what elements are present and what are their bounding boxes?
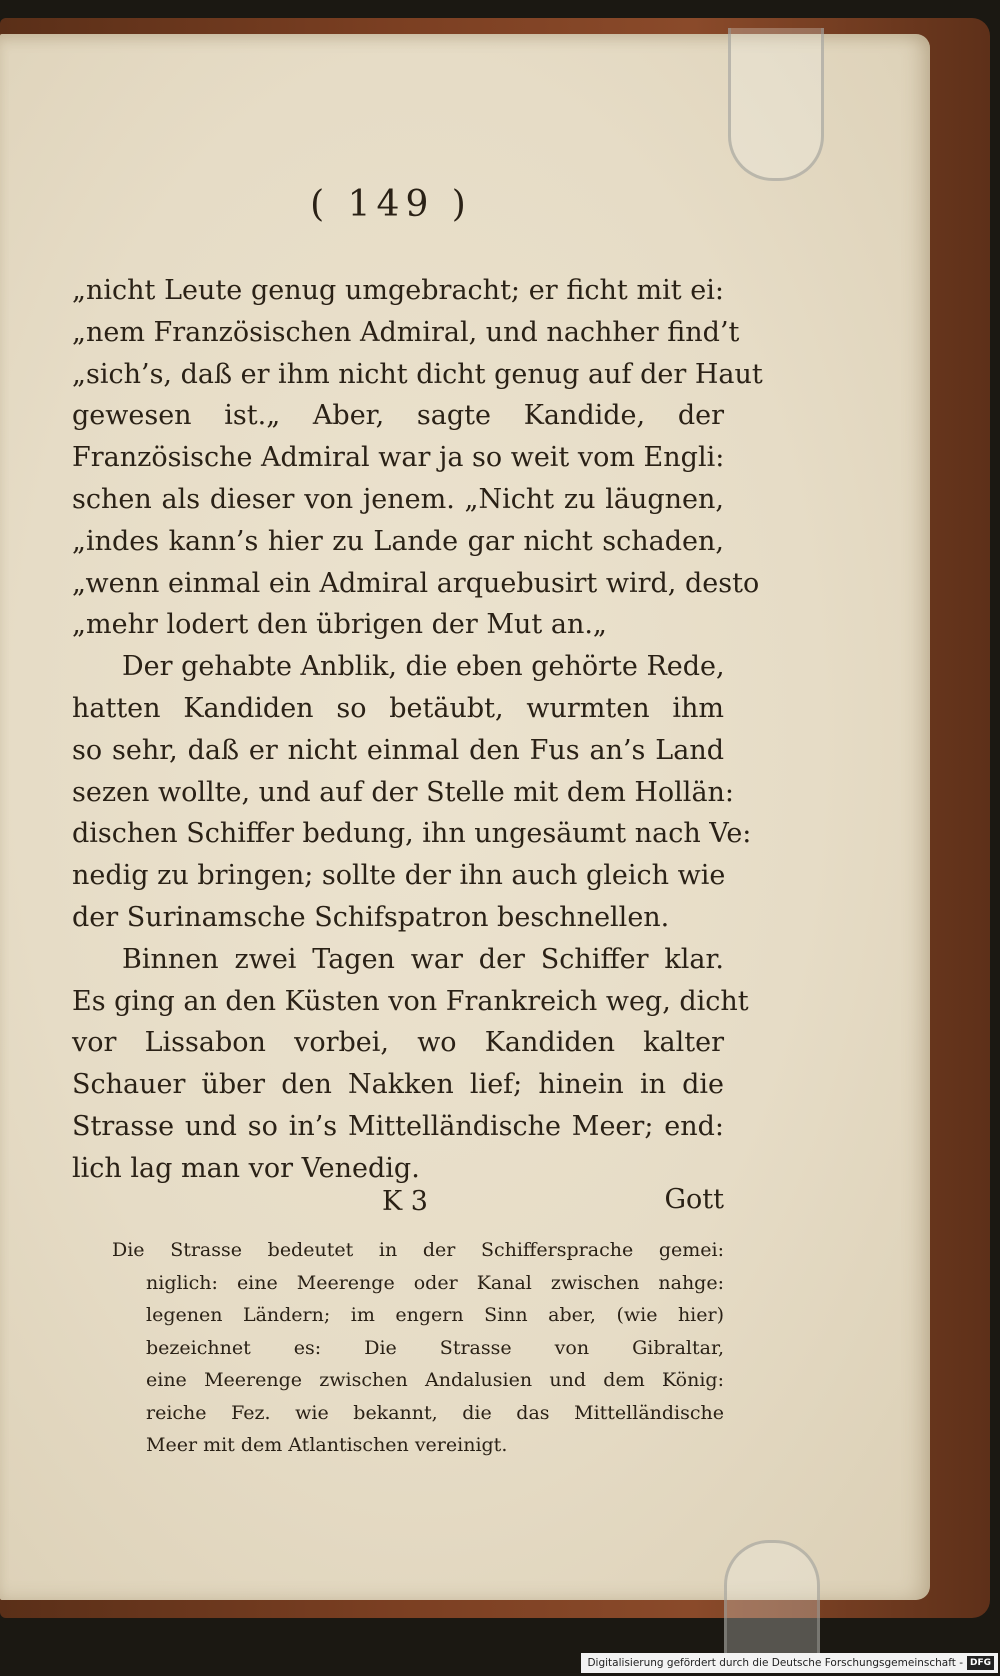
- text-line: gewesen ist.„ Aber, sagte Kandide, der: [72, 400, 724, 432]
- text-line: Strasse und so in’s Mittelländische Meer; end:: [72, 1110, 724, 1142]
- page-clip-bottom: [724, 1540, 820, 1663]
- text-line: so sehr, daß er nicht einmal den Fus an’s Land: [72, 734, 724, 766]
- signature-mark: K 3: [382, 1186, 428, 1217]
- footnote: [72, 1234, 724, 1462]
- footnote-line: bezeichnet es: Die Strasse von Gibraltar,: [146, 1336, 724, 1359]
- credit-text: Digitalisierung gefördert durch die Deutsche Forschungsgemeinschaft -: [587, 1657, 963, 1669]
- page-number: ( 149 ): [310, 184, 472, 225]
- text-line: dischen Schiffer bedung, ihn ungesäumt nach Ve:: [72, 818, 752, 850]
- page-clip-top: [728, 28, 824, 181]
- catchword: Gott: [664, 1184, 724, 1215]
- text-line: sezen wollte, und auf der Stelle mit dem Hollän:: [72, 776, 735, 808]
- text-line: hatten Kandiden so betäubt, wurmten ihm: [72, 692, 724, 724]
- text-line: Schauer über den Nakken lief; hinein in die: [72, 1069, 724, 1101]
- text-line: „mehr lodert den übrigen der Mut an.„: [72, 609, 607, 641]
- text-line: der Surinamsche Schifspatron beschnellen.: [72, 901, 670, 933]
- footnote-line: reiche Fez. wie bekannt, die das Mittelländische: [146, 1401, 724, 1424]
- text-line: „wenn einmal ein Admiral arquebusirt wird, desto: [72, 567, 760, 599]
- book-page: [0, 34, 930, 1600]
- text-line: Französische Admiral war ja so weit vom Engli:: [72, 442, 725, 474]
- text-line: Es ging an den Küsten von Frankreich weg, dicht: [72, 985, 749, 1017]
- text-line: „sich’s, daß er ihm nicht dicht genug auf der Haut: [72, 358, 763, 390]
- text-line: Der gehabte Anblik, die eben gehörte Rede,: [122, 651, 725, 683]
- footnote-line: eine Meerenge zwischen Andalusien und dem König:: [146, 1369, 724, 1391]
- page-footer: [72, 1184, 724, 1224]
- footnote-line: niglich: eine Meerenge oder Kanal zwischen nahge:: [146, 1271, 724, 1294]
- text-line: schen als dieser von jenem. „Nicht zu läugnen,: [72, 483, 724, 515]
- text-line: „nem Französischen Admiral, und nachher find’t: [72, 316, 740, 348]
- text-line: lich lag man vor Venedig.: [72, 1152, 420, 1184]
- text-line: „indes kann’s hier zu Lande gar nicht schaden,: [72, 525, 724, 557]
- text-line: vor Lissabon vorbei, wo Kandiden kalter: [72, 1027, 724, 1059]
- text-line: nedig zu bringen; sollte der ihn auch gleich wie: [72, 860, 726, 892]
- dfg-logo: DFG: [967, 1656, 994, 1670]
- text-line: Binnen zwei Tagen war der Schiffer klar.: [122, 943, 724, 975]
- footnote-line: Meer mit dem Atlantischen vereinigt.: [146, 1434, 508, 1456]
- digitization-credit: [581, 1653, 998, 1673]
- footnote-line: Die Strasse bedeutet in der Schiffersprache gemei:: [112, 1239, 724, 1261]
- text-line: „nicht Leute genug umgebracht; er ficht mit ei:: [72, 275, 724, 306]
- footnote-line: legenen Ländern; im engern Sinn aber, (wie hier): [146, 1304, 724, 1326]
- body-text: [72, 270, 763, 1190]
